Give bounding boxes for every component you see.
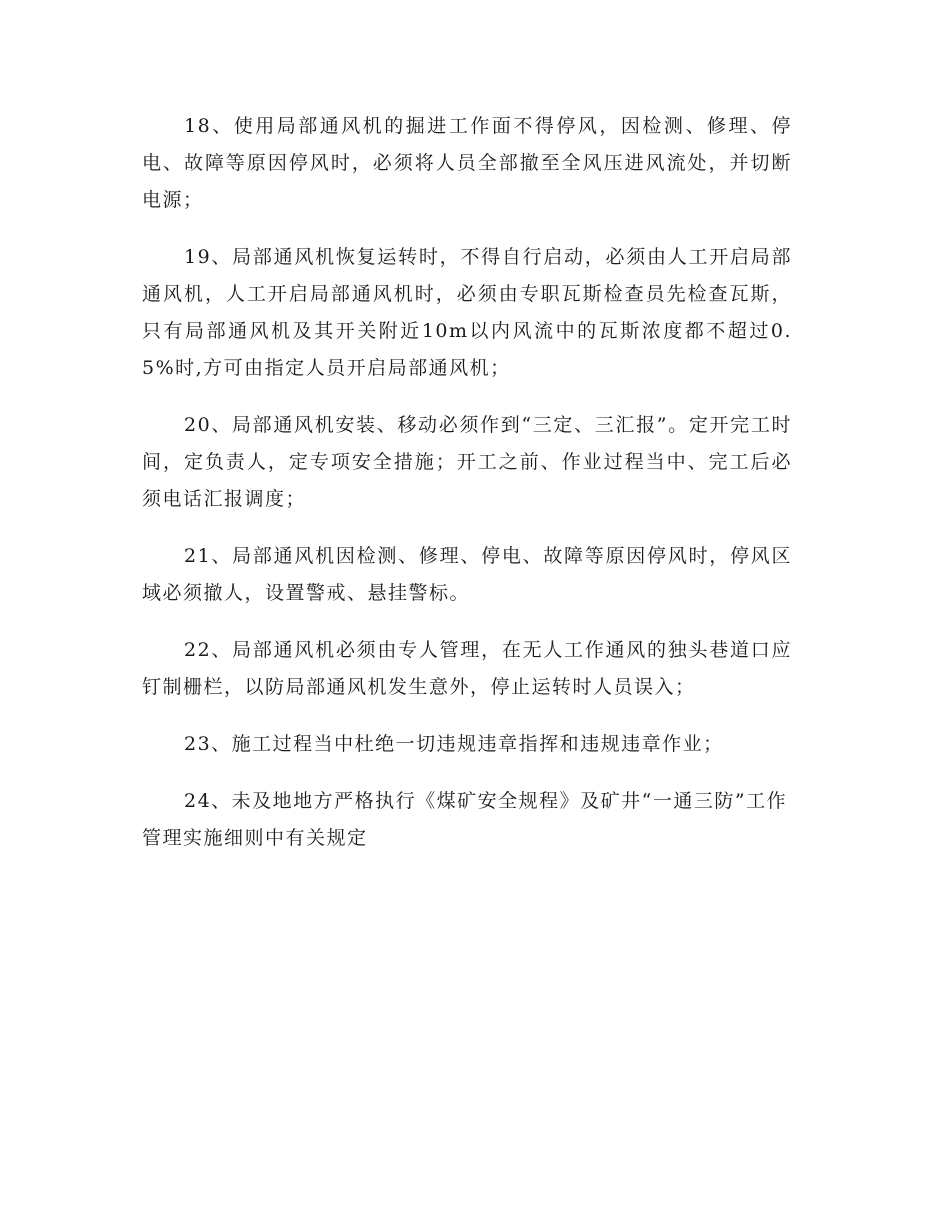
- paragraph-23: 23、施工过程当中杜绝一切违规违章指挥和违规违章作业；: [184, 733, 724, 755]
- paragraph-21: 21、局部通风机因检测、修理、停电、故障等原因停风时，停风区域必须撤人，设置警戒、悬挂警标。: [142, 545, 792, 604]
- paragraph-18: 18、使用局部通风机的掘进工作面不得停风，因检测、修理、停电、故障等原因停风时，必须将人员全部撤至全风压进风流处，并切断电源；: [142, 115, 792, 211]
- document-body: [142, 108, 792, 877]
- paragraph-20: 20、局部通风机安装、移动必须作到“三定、三汇报”。定开完工时间，定负责人，定专项安全措施；开工之前、作业过程当中、完工后必须电话汇报调度；: [142, 414, 792, 510]
- paragraph-19: 19、局部通风机恢复运转时，不得自行启动，必须由人工开启局部通风机，人工开启局部通风机时，必须由专职瓦斯检查员先检查瓦斯，只有局部通风机及其开关附近10m以内风流中的瓦斯浓度都不超过0.5%时,方可由指定人员开启局部通风机；: [142, 246, 792, 379]
- paragraph-24: 24、未及地地方严格执行《煤矿安全规程》及矿井“一通三防”工作管理实施细则中有关规定: [142, 790, 788, 849]
- paragraph-22: 22、局部通风机必须由专人管理，在无人工作通风的独头巷道口应钉制栅栏，以防局部通风机发生意外，停止运转时人员误入；: [142, 639, 792, 698]
